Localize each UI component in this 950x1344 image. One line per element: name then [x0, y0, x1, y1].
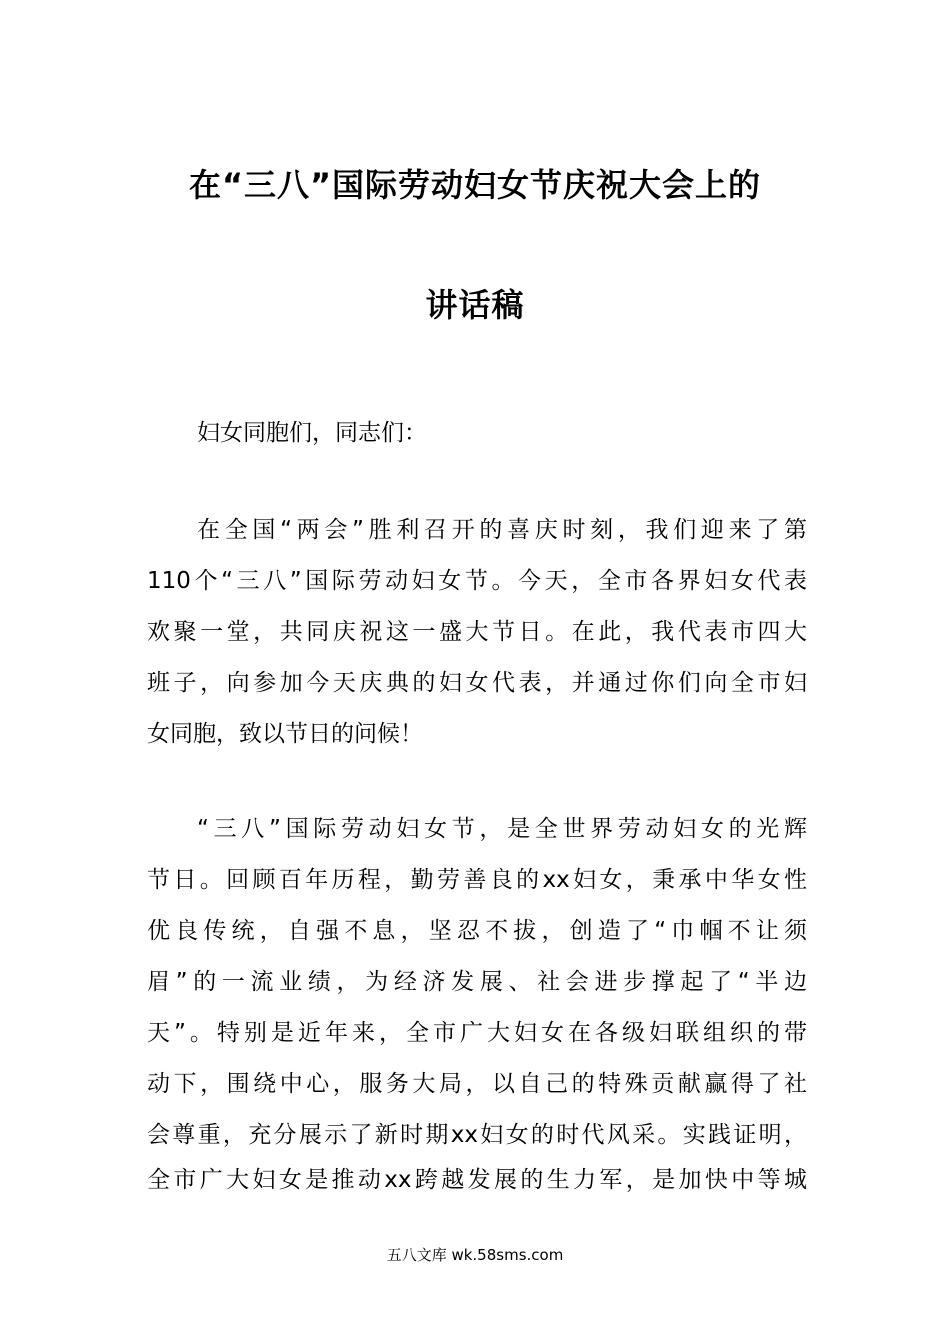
paragraph-line: 天”。特别是近年来，全市广大妇女在各级妇联组织的带 — [147, 1020, 807, 1046]
paragraph-line: 在全国“两会”胜利召开的喜庆时刻，我们迎来了第 — [197, 517, 807, 543]
paragraph-line: 女同胞，致以节日的问候！ — [147, 721, 423, 747]
paragraph-line: 眉”的一流业绩，为经济发展、社会进步撑起了“半边 — [147, 969, 807, 995]
paragraph-line: 会尊重，充分展示了新时期xx妇女的时代风采。实践证明， — [147, 1122, 807, 1148]
paragraph-line: “三八”国际劳动妇女节，是全世界劳动妇女的光辉 — [197, 816, 807, 842]
footer-watermark: 五八文库 wk.58sms.com — [386, 1246, 564, 1264]
paragraph-line: 优良传统，自强不息，坚忍不拔，创造了“巾帼不让须 — [147, 918, 807, 944]
paragraph-line: 动下，围绕中心，服务大局，以自己的特殊贡献赢得了社 — [147, 1071, 807, 1097]
document-title-line-1: 在“三八”国际劳动妇女节庆祝大会上的 — [188, 166, 762, 204]
salutation: 妇女同胞们，同志们： — [197, 420, 427, 446]
paragraph-line: 欢聚一堂，共同庆祝这一盛大节日。在此，我代表市四大 — [147, 619, 807, 645]
paragraph-line: 全市广大妇女是推动xx跨越发展的生力军，是加快中等城 — [147, 1167, 807, 1193]
paragraph-line: 班子，向参加今天庆典的妇女代表，并通过你们向全市妇 — [147, 670, 807, 696]
paragraph-line: 节日。回顾百年历程，勤劳善良的xx妇女，秉承中华女性 — [147, 867, 807, 893]
document-title-line-2: 讲话稿 — [425, 286, 525, 324]
paragraph-line: 110个“三八”国际劳动妇女节。今天，全市各界妇女代表 — [147, 568, 807, 594]
